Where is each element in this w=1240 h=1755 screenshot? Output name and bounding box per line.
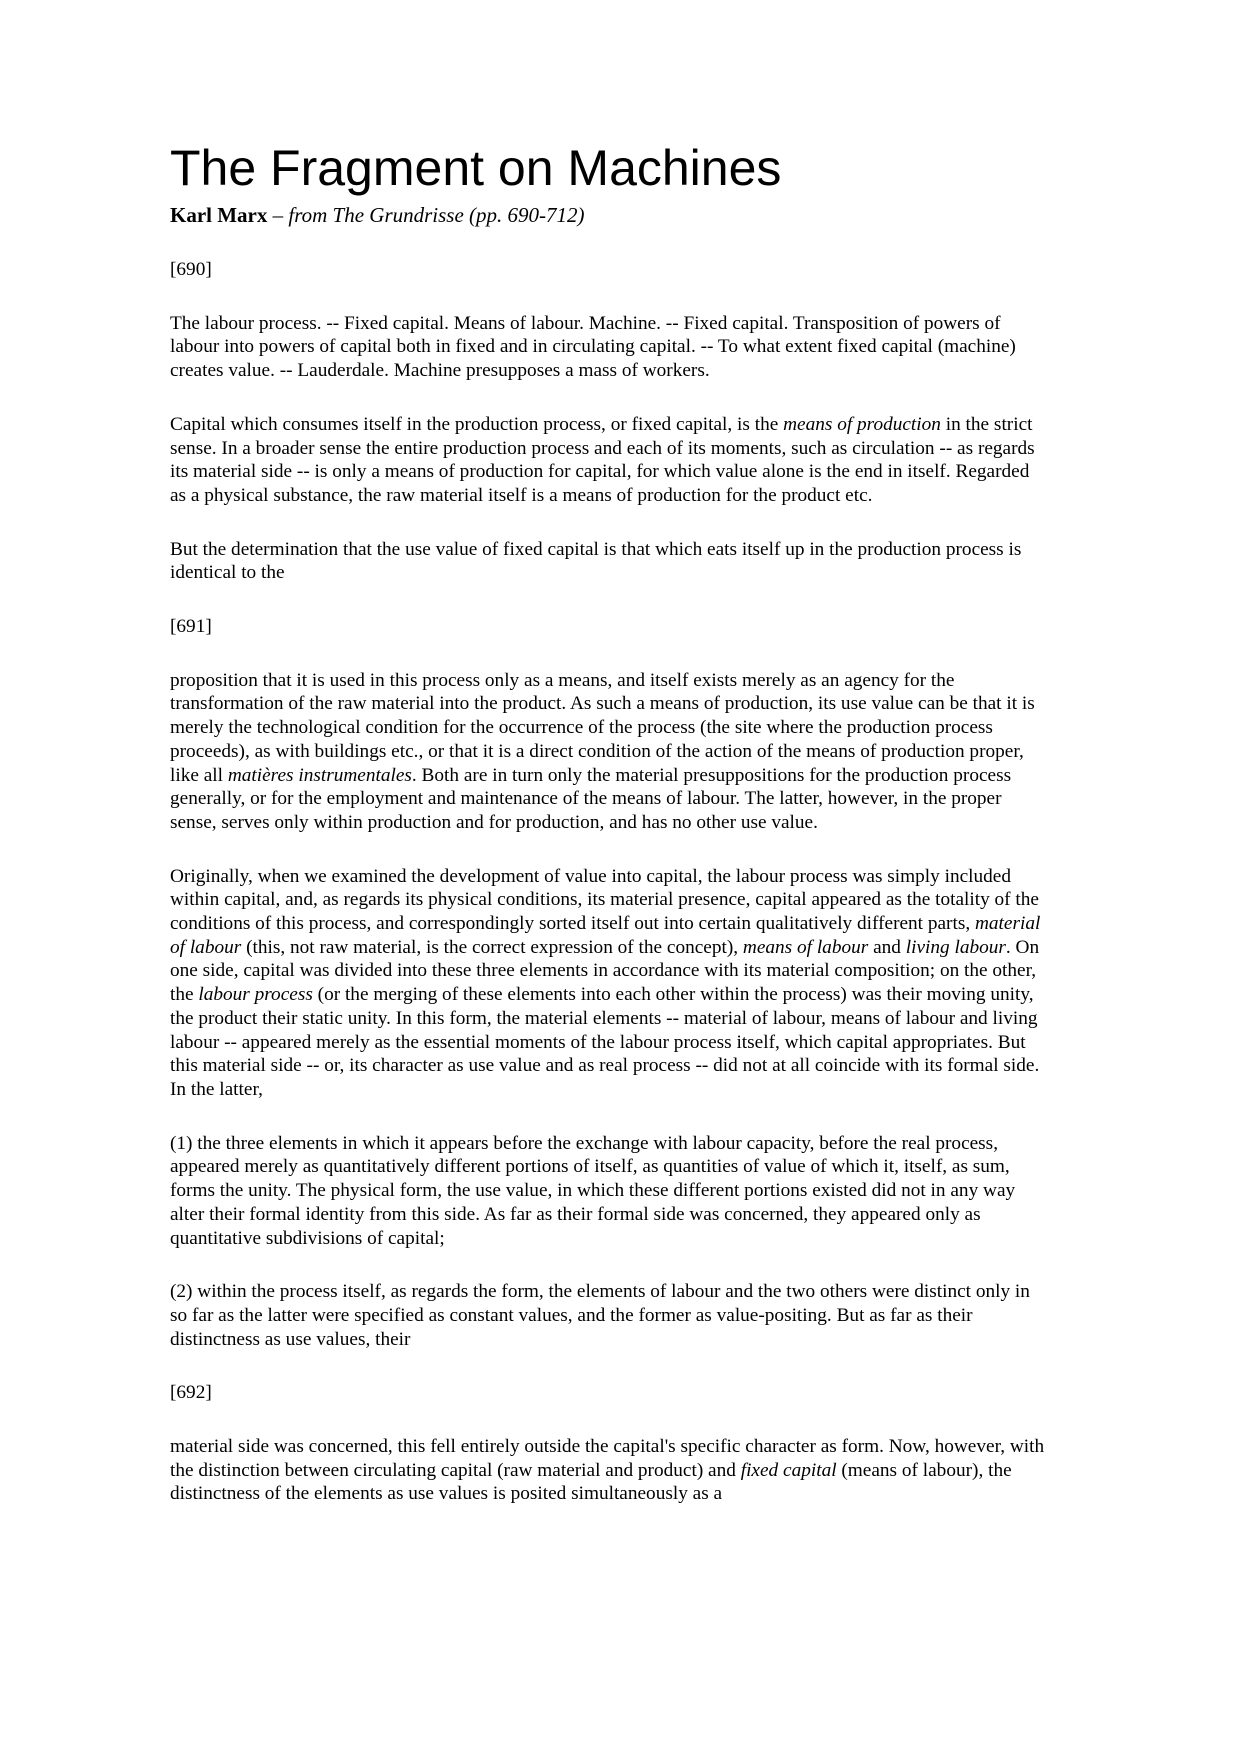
paragraph <box>170 669 1050 835</box>
italic-text-run: material of labour <box>170 913 1041 958</box>
italic-text-run: fixed capital <box>740 1459 837 1481</box>
text-run: But the determination that the use value of fixed capital is that which eats itself up in the production process is identical to the <box>170 538 1022 584</box>
byline <box>170 202 1050 228</box>
text-run: . Both are in turn only the material presuppositions for the production process generally, or for the employment and maintenance of the means of labour. The latter, however, in the proper sense, serves only within production and for production, and has no other use value. <box>170 764 1012 833</box>
text-run: (2) within the process itself, as regards the form, the elements of labour and the two others were distinct only in so far as the latter were specified as constant values, and the former as value-positing. But as far as their distinctness as use values, their <box>170 1281 1030 1350</box>
text-run: . On one side, capital was divided into these three elements in accordance with its material composition; on the other, the <box>170 936 1040 1006</box>
text-run: (means of labour), the distinctness of the elements as use values is posited simultaneously as a <box>170 1459 1012 1505</box>
byline-author: Karl Marx <box>170 203 268 227</box>
text-run: and <box>868 936 906 958</box>
italic-text-run: means of production <box>783 413 941 435</box>
page-marker: [690] <box>170 259 212 280</box>
text-run: in the strict sense. In a broader sense the entire production process and each of its moments, such as circulation -- as regards its material side -- is only a means of production for capital, for which value alone is the end in itself. Regarded as a physical substance, the raw material itself is a means of production for the product etc. <box>170 413 1035 506</box>
paragraph <box>170 538 1050 585</box>
italic-text-run: living labour <box>905 936 1006 958</box>
italic-text-run: labour process <box>198 984 313 1006</box>
paragraph <box>170 1435 1050 1506</box>
italic-text-run: matières instrumentales <box>227 764 412 786</box>
document-title: The Fragment on Machines <box>170 140 782 196</box>
paragraph <box>170 312 1050 383</box>
text-run: proposition that it is used in this process only as a means, and itself exists merely as an agency for the transformation of the raw material into the product. As such a means of production, its use value can be that it is merely the technological condition for the occurrence of the process (the site where the production process proceeds), as with buildings etc., or that it is a direct condition of the action of the means of production proper, like all <box>170 669 1035 786</box>
text-run: Originally, when we examined the development of value into capital, the labour process was simply included within capital, and, as regards its physical conditions, its material presence, capital appeared as the totality of the conditions of this process, and correspondingly sorted itself out into certain qualitatively different parts, <box>170 865 1039 935</box>
text-run: (1) the three elements in which it appears before the exchange with labour capacity, before the real process, appeared merely as quantitatively different portions of itself, as quantities of value of which it, itself, as sum, forms the unity. The physical form, the use value, in which these different portions existed did not in any way alter their formal identity from this side. As far as their formal side was concerned, they appeared only as quantitative subdivisions of capital; <box>170 1132 1016 1249</box>
paragraph <box>170 865 1050 1102</box>
byline-source: – from The Grundrisse (pp. 690-712) <box>267 203 585 227</box>
text-run: (this, not raw material, is the correct expression of the concept), <box>241 936 743 958</box>
document-body <box>170 258 1050 1506</box>
paragraph <box>170 413 1050 508</box>
italic-text-run: means of labour <box>742 936 869 958</box>
text-run: Capital which consumes itself in the production process, or fixed capital, is the <box>170 413 784 435</box>
text-run: The labour process. -- Fixed capital. Means of labour. Machine. -- Fixed capital. Transposition of powers of labour into powers of capital both in fixed and in circulating capital. -- To what extent fixed capital (machine) creates value. -- Lauderdale. Machine presupposes a mass of workers. <box>170 312 1016 382</box>
page-marker: [691] <box>170 616 212 638</box>
text-run: (or the merging of these elements into each other within the process) was their moving unity, the product their static unity. In this form, the material elements -- material of labour, means of labour and living labour -- appeared merely as the essential moments of the labour process itself, which capital appropriates. But this material side -- or, its character as use value and as real process -- did not at all coincide with its formal side. In the latter, <box>170 984 1040 1100</box>
paragraph <box>170 1280 1050 1351</box>
paragraph <box>170 1132 1050 1251</box>
text-run: material side was concerned, this fell entirely outside the capital's specific character as form. Now, however, with the distinction between circulating capital (raw material and product) and <box>170 1436 1045 1481</box>
page-marker: [692] <box>170 1382 212 1404</box>
